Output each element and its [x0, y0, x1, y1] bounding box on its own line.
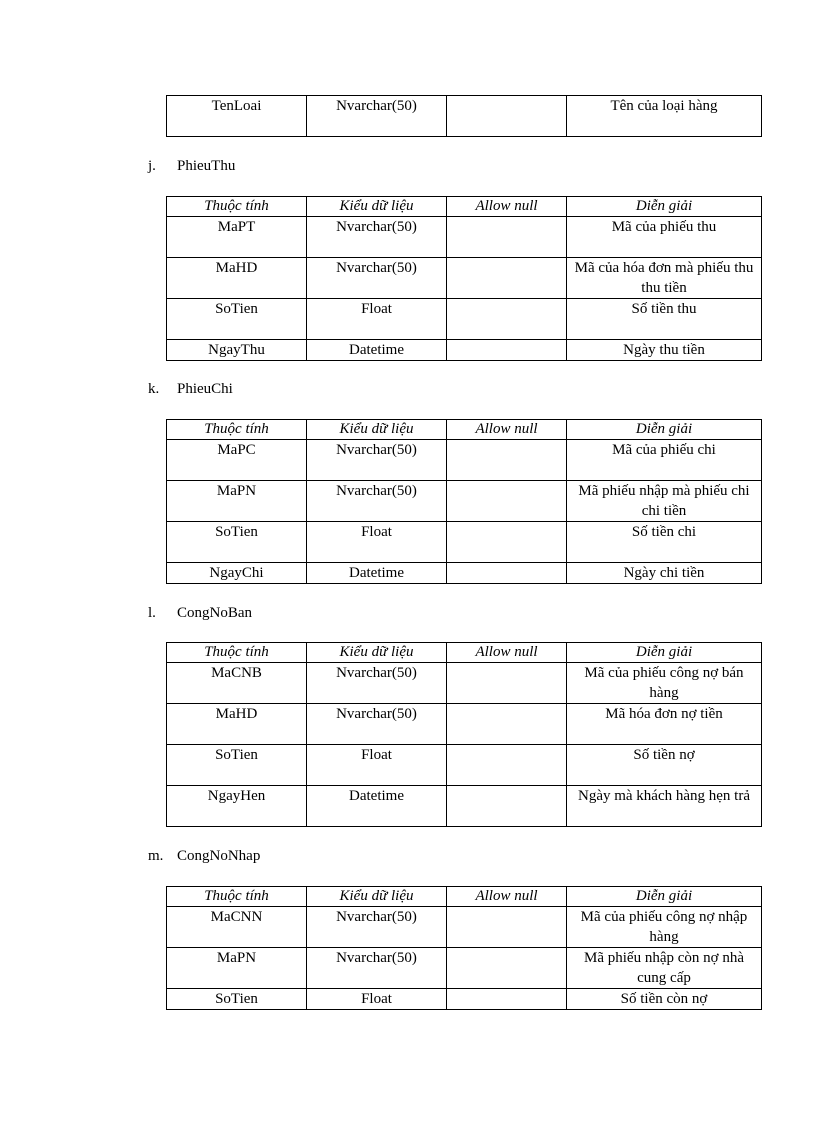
cell-allow-null	[447, 786, 567, 827]
cell-attribute: SoTien	[167, 989, 307, 1010]
cell-description: Ngày chi tiền	[567, 563, 762, 584]
table-row	[167, 96, 762, 137]
cell-attribute: NgayThu	[167, 340, 307, 361]
cell-datatype: Float	[307, 522, 447, 563]
cell-allow-null	[447, 481, 567, 522]
cell-attribute: SoTien	[167, 299, 307, 340]
cell-description: Số tiền chi	[567, 522, 762, 563]
section-label: m.	[148, 848, 164, 864]
header-attribute: Thuộc tính	[167, 887, 307, 907]
section-label: l.	[148, 605, 156, 621]
cell-attribute: MaHD	[167, 704, 307, 745]
header-allow-null: Allow null	[447, 887, 567, 907]
section-title: PhieuThu	[177, 158, 236, 174]
cell-datatype: Datetime	[307, 340, 447, 361]
cell-datatype: Datetime	[307, 786, 447, 827]
section-heading-phieuchi	[148, 379, 233, 399]
cell-description: Tên của loại hàng	[567, 96, 762, 137]
cell-description: Ngày thu tiền	[567, 340, 762, 361]
header-allow-null: Allow null	[447, 420, 567, 440]
header-description: Diễn giải	[567, 420, 762, 440]
cell-attribute: MaHD	[167, 258, 307, 299]
header-datatype: Kiểu dữ liệu	[307, 643, 447, 663]
section-label: k.	[148, 381, 160, 397]
header-description: Diễn giải	[567, 643, 762, 663]
cell-datatype: Nvarchar(50)	[307, 258, 447, 299]
cell-datatype: Nvarchar(50)	[307, 704, 447, 745]
cell-description: Mã của phiếu thu	[567, 217, 762, 258]
header-description: Diễn giải	[567, 887, 762, 907]
cell-datatype: Nvarchar(50)	[307, 907, 447, 948]
table-row	[167, 481, 762, 522]
cell-datatype: Nvarchar(50)	[307, 481, 447, 522]
table-row	[167, 299, 762, 340]
section-heading-congnoban	[148, 603, 252, 623]
header-attribute: Thuộc tính	[167, 197, 307, 217]
table-row	[167, 989, 762, 1010]
header-allow-null: Allow null	[447, 643, 567, 663]
table-row	[167, 704, 762, 745]
cell-description: Số tiền còn nợ	[567, 989, 762, 1010]
cell-description: Mã phiếu nhập còn nợ nhà cung cấp	[567, 948, 762, 989]
cell-datatype: Nvarchar(50)	[307, 217, 447, 258]
section-heading-congnonhap	[148, 846, 260, 866]
header-datatype: Kiểu dữ liệu	[307, 197, 447, 217]
cell-allow-null	[447, 704, 567, 745]
cell-datatype: Float	[307, 989, 447, 1010]
table-row	[167, 522, 762, 563]
table-row	[167, 258, 762, 299]
header-attribute: Thuộc tính	[167, 420, 307, 440]
cell-description: Số tiền thu	[567, 299, 762, 340]
cell-attribute: NgayHen	[167, 786, 307, 827]
cell-attribute: MaPN	[167, 948, 307, 989]
cell-attribute: MaCNB	[167, 663, 307, 704]
section-label: j.	[148, 158, 156, 174]
table-row	[167, 745, 762, 786]
cell-datatype: Datetime	[307, 563, 447, 584]
cell-description: Mã của hóa đơn mà phiếu thu thu tiền	[567, 258, 762, 299]
table-congnonhap	[166, 886, 762, 1010]
cell-allow-null	[447, 440, 567, 481]
table-row	[167, 440, 762, 481]
cell-description: Mã của phiếu chi	[567, 440, 762, 481]
cell-allow-null	[447, 948, 567, 989]
cell-allow-null	[447, 745, 567, 786]
cell-attribute: SoTien	[167, 745, 307, 786]
cell-allow-null	[447, 217, 567, 258]
table-row	[167, 217, 762, 258]
cell-allow-null	[447, 563, 567, 584]
table-row	[167, 786, 762, 827]
table-row	[167, 948, 762, 989]
section-title: CongNoNhap	[177, 848, 261, 864]
cell-datatype: Nvarchar(50)	[307, 96, 447, 137]
cell-description: Mã của phiếu công nợ nhập hàng	[567, 907, 762, 948]
section-title: CongNoBan	[177, 605, 252, 621]
table-congnoban	[166, 642, 762, 827]
cell-attribute: SoTien	[167, 522, 307, 563]
cell-allow-null	[447, 96, 567, 137]
table-loaihang-continued	[166, 95, 762, 137]
cell-attribute: TenLoai	[167, 96, 307, 137]
table-header-row	[167, 643, 762, 663]
header-datatype: Kiểu dữ liệu	[307, 420, 447, 440]
cell-attribute: MaPT	[167, 217, 307, 258]
cell-description: Mã phiếu nhập mà phiếu chi chi tiền	[567, 481, 762, 522]
cell-attribute: MaCNN	[167, 907, 307, 948]
table-row	[167, 907, 762, 948]
table-header-row	[167, 887, 762, 907]
cell-allow-null	[447, 258, 567, 299]
cell-allow-null	[447, 340, 567, 361]
cell-attribute: MaPN	[167, 481, 307, 522]
section-heading-phieuthu	[148, 156, 235, 176]
cell-attribute: MaPC	[167, 440, 307, 481]
cell-datatype: Nvarchar(50)	[307, 948, 447, 989]
cell-datatype: Nvarchar(50)	[307, 663, 447, 704]
section-title: PhieuChi	[177, 381, 233, 397]
cell-description: Mã hóa đơn nợ tiền	[567, 704, 762, 745]
cell-allow-null	[447, 299, 567, 340]
cell-attribute: NgayChi	[167, 563, 307, 584]
table-header-row	[167, 420, 762, 440]
cell-allow-null	[447, 989, 567, 1010]
table-row	[167, 563, 762, 584]
cell-description: Mã của phiếu công nợ bán hàng	[567, 663, 762, 704]
cell-description: Số tiền nợ	[567, 745, 762, 786]
header-description: Diễn giải	[567, 197, 762, 217]
cell-allow-null	[447, 522, 567, 563]
cell-datatype: Float	[307, 299, 447, 340]
cell-description: Ngày mà khách hàng hẹn trả	[567, 786, 762, 827]
header-datatype: Kiểu dữ liệu	[307, 887, 447, 907]
cell-datatype: Nvarchar(50)	[307, 440, 447, 481]
table-row	[167, 663, 762, 704]
cell-allow-null	[447, 907, 567, 948]
table-row	[167, 340, 762, 361]
header-allow-null: Allow null	[447, 197, 567, 217]
table-phieuthu	[166, 196, 762, 361]
cell-allow-null	[447, 663, 567, 704]
cell-datatype: Float	[307, 745, 447, 786]
table-header-row	[167, 197, 762, 217]
table-phieuchi	[166, 419, 762, 584]
header-attribute: Thuộc tính	[167, 643, 307, 663]
